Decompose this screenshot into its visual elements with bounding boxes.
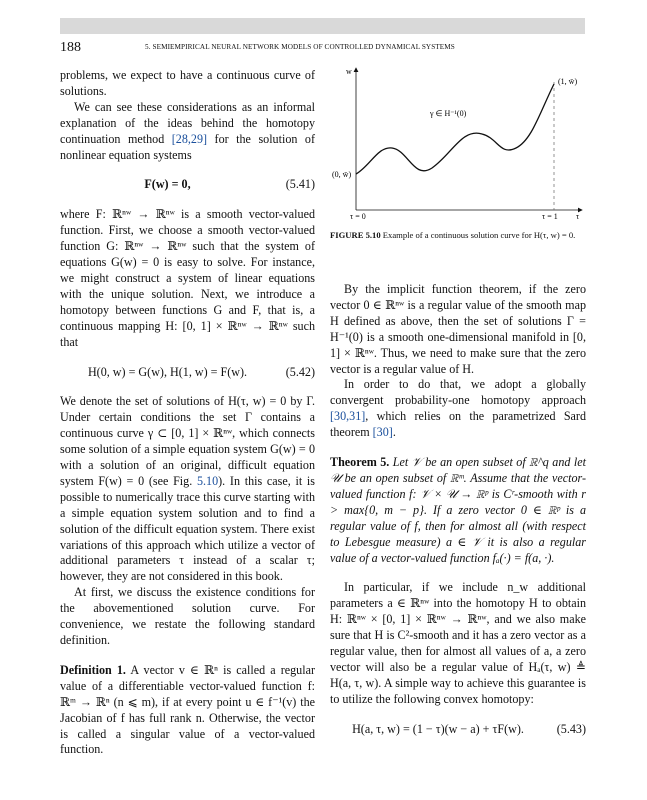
solution-curve	[356, 84, 554, 174]
equation-5-42: H(0, w) = G(w), H(1, w) = F(w). (5.42)	[87, 364, 315, 379]
paragraph: We can see these considerations as an informal explanation of the ideas behind the homotopy continuation method [28,29] for the solution of nonlinear equation systems	[60, 99, 315, 162]
paragraph: We denote the set of solutions of H(τ, w) = 0 by Γ. Under certain conditions the set Γ contains a continuous curve γ ⊂ [0, 1] × ℝⁿʷ, which connects some solution of a simple equation system G(w) = 0 with a solution of an original, difficult equation system F(w) = 0 (see Fig. 5.10). In this case, it is possible to numerically trace this curve starting with a simple equation system solution and to find a solution of the difficult equation system. There exist variations of this approach which utilize a vector of additional parameters τ instead of a scalar τ; however, they are not considered in this book.	[60, 394, 315, 584]
figure-link[interactable]: 5.10	[196, 473, 219, 488]
citation-link[interactable]: [28,29]	[171, 131, 208, 146]
paragraph: At first, we discuss the existence conditions for the abovementioned solution curve. For convenience, we restate the following standard definition.	[60, 585, 315, 647]
citation-link[interactable]: [30]	[372, 425, 393, 440]
tau-axis-label: τ	[576, 212, 580, 221]
curve-label: γ ∈ H⁻¹(0)	[430, 109, 467, 118]
paragraph: problems, we expect to have a continuous curve of solutions.	[60, 68, 315, 98]
page-number: 188	[60, 40, 81, 55]
equation-5-41: F(w) = 0, (5.41)	[144, 177, 315, 192]
tau-one-label: τ = 1	[542, 212, 558, 221]
paragraph: In order to do that, we adopt a globally convergent probability-one homotopy approach [30,31], which relies on the parametrized Sard theorem [30].	[330, 377, 586, 440]
running-head: 5. SEMIEMPIRICAL NEURAL NETWORK MODELS OF CONTROLLED DYNAMICAL SYSTEMS	[145, 43, 455, 51]
figure-caption: FIGURE 5.10 Example of a continuous solution curve for H(τ, w) = 0.	[330, 230, 576, 240]
solution-curve-figure	[330, 62, 588, 222]
left-column	[60, 68, 315, 758]
header-bar	[60, 18, 585, 34]
end-point-label: (1, w̄)	[558, 77, 578, 86]
w-axis-label: w	[346, 67, 352, 76]
theorem: Theorem 5. Let 𝒱 be an open subset of ℝ^q and let 𝒰 be an open subset of ℝᵐ. Assume that the vector-valued function f: 𝒱 × 𝒰 → ℝᵖ is Cʳ-smooth with r > max{0, m − p}. If a zero vector 0 ∈ ℝᵖ is a regular value of f, then for almost all (with respect to Lebesgue measure) a ∈ 𝒱 it is also a regular value of a vector-valued function fₐ(·) = f(a, ·).	[330, 455, 586, 565]
definition: Definition 1. A vector v ∈ ℝⁿ is called a regular value of a differentiable vector-valued function f: ℝᵐ → ℝⁿ (n ⩽ m), if at every point u ∈ f⁻¹(v) the Jacobian of f has full rank n. Otherwise, the vector is called a singular value of a vector-valued function.	[60, 662, 315, 757]
right-column	[330, 282, 586, 752]
start-point-label: (0, w̄)	[332, 170, 352, 179]
tau-zero-label: τ = 0	[350, 212, 366, 221]
paragraph: In particular, if we include n_w additional parameters a ∈ ℝⁿʷ into the homotopy H to obtain H: ℝⁿʷ × [0, 1] × ℝⁿʷ → ℝⁿʷ, and we also make sure that H is C²-smooth and it has a zero vector as a regular value, then for almost all values of a, a zero vector will also be a regular value of Hₐ(τ, w) ≜ H(a, τ, w). A simple way to achieve this guarantee is to utilize the following convex homotopy:	[330, 580, 586, 706]
equation-5-43: H(a, τ, w) = (1 − τ)(w − a) + τF(w). (5.43)	[352, 721, 586, 736]
paragraph: where F: ℝⁿʷ → ℝⁿʷ is a smooth vector-valued function. First, we choose a smooth vector-valued function G: ℝⁿʷ → ℝⁿʷ such that the system of equations G(w) = 0 is easy to solve. For instance, we might construct a system of linear equations with the unique solution. Next, we introduce a homotopy between functions G and F, that is, a continuous mapping H: [0, 1] × ℝⁿʷ → ℝⁿʷ such that	[60, 207, 315, 349]
citation-link[interactable]: [30,31]	[330, 409, 366, 424]
paragraph: By the implicit function theorem, if the zero vector 0 ∈ ℝⁿʷ is a regular value of the smooth map H defined as above, then the set of solutions Γ = H⁻¹(0) is a smooth one-dimensional manifold in [0, 1] × ℝⁿʷ. Thus, we need to make sure that the zero vector is a regular value of H.	[330, 282, 586, 376]
